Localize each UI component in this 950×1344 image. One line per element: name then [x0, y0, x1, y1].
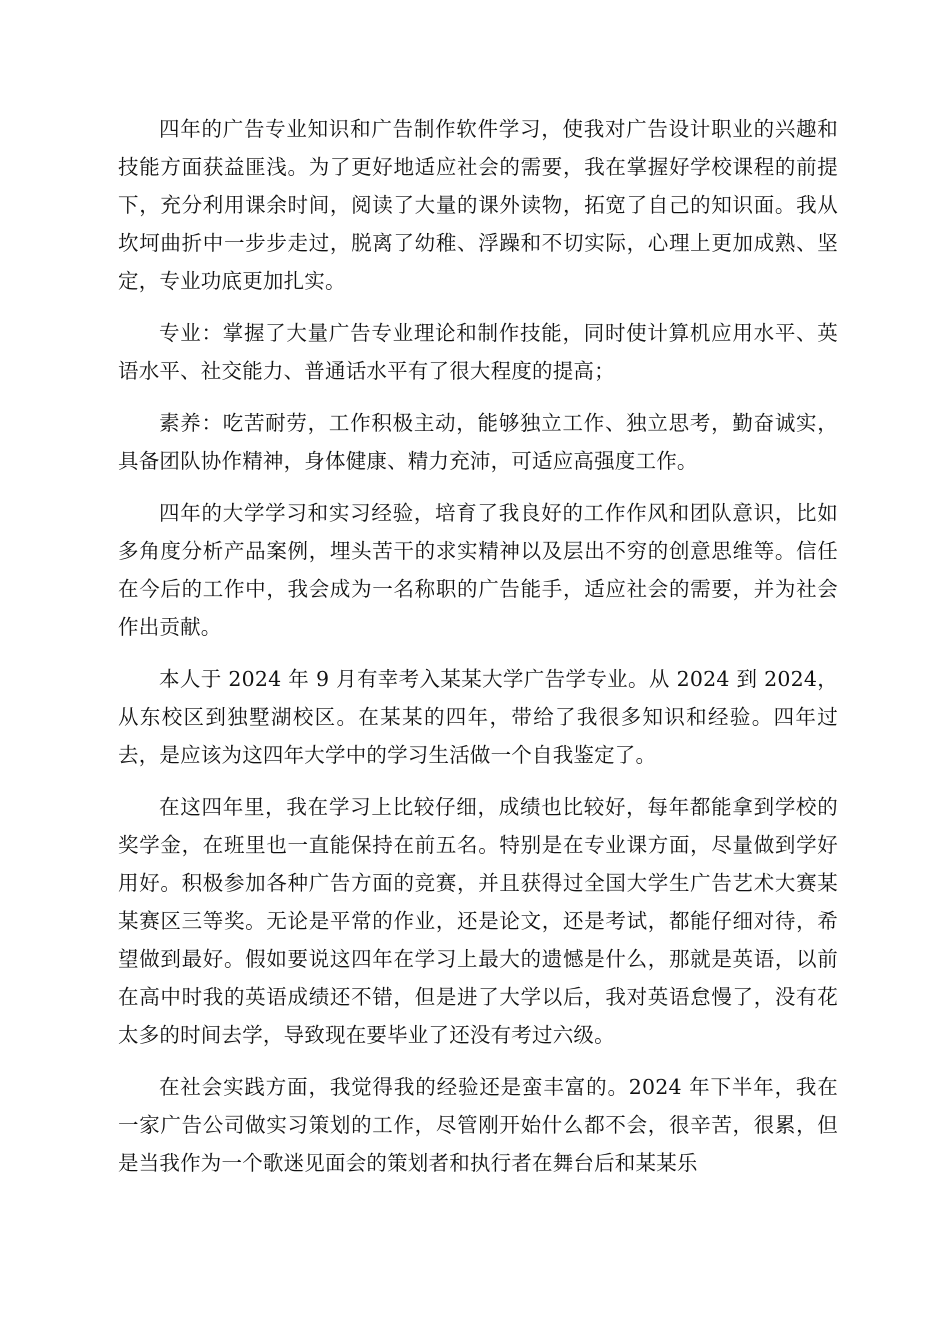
- paragraph: 四年的广告专业知识和广告制作软件学习，使我对广告设计职业的兴趣和技能方面获益匪浅。为了更好地适应社会的需要，我在掌握好学校课程的前提下，充分利用课余时间，阅读了大量的课外读物，拓宽了自己的知识面。我从坎坷曲折中一步步走过，脱离了幼稚、浮躁和不切实际，心理上更加成熟、坚定，专业功底更加扎实。: [118, 117, 838, 293]
- document-body: [118, 110, 838, 1196]
- paragraph: 在社会实践方面，我觉得我的经验还是蛮丰富的。2024 年下半年，我在一家广告公司做实习策划的工作，尽管刚开始什么都不会，很辛苦，很累，但是当我作为一个歌迷见面会的策划者和执行者在舞台后和某某乐: [118, 1075, 838, 1175]
- paragraph: 四年的大学学习和实习经验，培育了我良好的工作作风和团队意识，比如多角度分析产品案例，埋头苦干的求实精神以及层出不穷的创意思维等。信任在今后的工作中，我会成为一名称职的广告能手，适应社会的需要，并为社会作出贡献。: [118, 501, 838, 639]
- paragraph: 本人于 2024 年 9 月有幸考入某某大学广告学专业。从 2024 到 2024，从东校区到独墅湖校区。在某某的四年，带给了我很多知识和经验。四年过去，是应该为这四年大学中的学习生活做一个自我鉴定了。: [118, 667, 838, 767]
- paragraph: 在这四年里，我在学习上比较仔细，成绩也比较好，每年都能拿到学校的奖学金，在班里也一直能保持在前五名。特别是在专业课方面，尽量做到学好用好。积极参加各种广告方面的竞赛，并且获得过全国大学生广告艺术大赛某某赛区三等奖。无论是平常的作业，还是论文，还是考试，都能仔细对待，希望做到最好。假如要说这四年在学习上最大的遗憾是什么，那就是英语，以前在高中时我的英语成绩还不错，但是进了大学以后，我对英语怠慢了，没有花太多的时间去学，导致现在要毕业了还没有考过六级。: [118, 795, 838, 1047]
- paragraph: 专业：掌握了大量广告专业理论和制作技能，同时使计算机应用水平、英语水平、社交能力、普通话水平有了很大程度的提高；: [118, 321, 838, 383]
- paragraph: 素养：吃苦耐劳，工作积极主动，能够独立工作、独立思考，勤奋诚实，具备团队协作精神，身体健康、精力充沛，可适应高强度工作。: [118, 411, 838, 473]
